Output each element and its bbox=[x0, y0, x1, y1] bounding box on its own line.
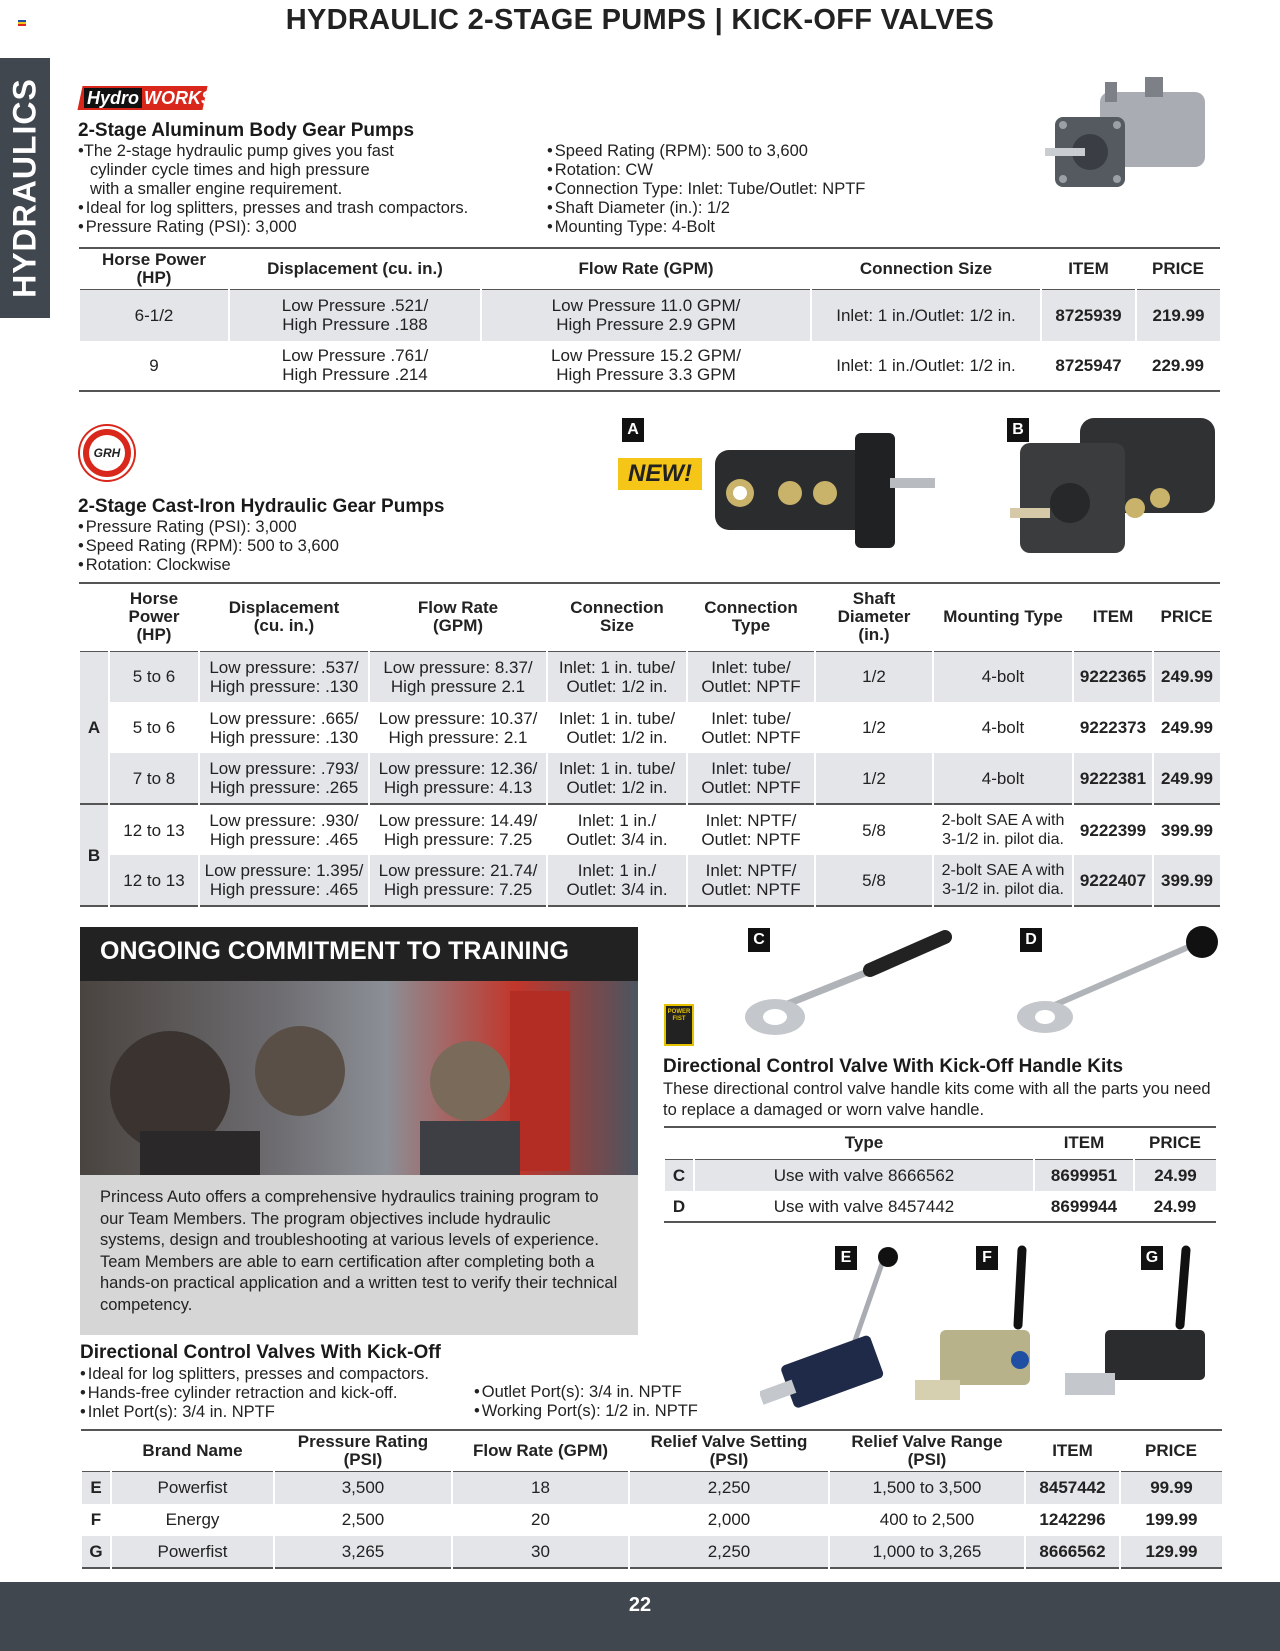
valve-e-image bbox=[760, 1245, 900, 1420]
handle-kit-d-image bbox=[1010, 922, 1225, 1042]
side-tab bbox=[0, 58, 50, 318]
table-row: 9 Low Pressure .761/ High Pressure .214 Low Pressure 15.2 GPM/ High Pressure 3.3 GPM Inlet: 1 in./Outlet: 1/2 in. 8725947 229.99 bbox=[149, 346, 1204, 384]
col-header: Pressure Rating (PSI) bbox=[297, 1432, 429, 1469]
label-e: E bbox=[835, 1246, 857, 1270]
list-item: • Ideal for log splitters, presses and compactors. bbox=[80, 1365, 520, 1384]
col-header: Connection Size bbox=[570, 598, 664, 636]
list-item: • Rotation: Clockwise bbox=[78, 556, 518, 575]
grh-heading: 2-Stage Cast-Iron Hydraulic Gear Pumps bbox=[78, 496, 445, 517]
grh-table bbox=[78, 582, 1220, 907]
table-row: 12 to 13 Low pressure: 1.395/ High pressure: .465 Low pressure: 21.74/ High pressure: 7.25 Inlet: 1 in./ Outlet: 3/4 in. Inlet: NPTF/ Outlet: NPTF 5/8 2-bolt SAE A with 3-1/2 in. pilot dia. 9222407 399.99 bbox=[79, 855, 1220, 906]
cast-iron-pump-b-image bbox=[1010, 408, 1220, 568]
table-row: E Powerfist 3,500 18 2,250 1,500 to 3,500 8457442 99.99 bbox=[81, 1472, 1222, 1504]
valves-table bbox=[80, 1429, 1222, 1569]
col-header: ITEM bbox=[1052, 1441, 1093, 1460]
col-header: ITEM bbox=[1063, 1133, 1105, 1153]
list-item: • Rotation: CW bbox=[547, 161, 947, 180]
hydroworks-heading: 2-Stage Aluminum Body Gear Pumps bbox=[78, 120, 415, 141]
col-header: PRICE bbox=[1149, 1133, 1201, 1153]
col-header: Flow Rate (GPM) bbox=[417, 598, 499, 636]
col-header: Flow Rate (GPM) bbox=[472, 1441, 609, 1460]
list-item: • Outlet Port(s): 3/4 in. NPTF bbox=[474, 1383, 774, 1402]
table-row: C Use with valve 8666562 8699951 24.99 bbox=[664, 1159, 1216, 1191]
col-header: Relief Valve Range (PSI) bbox=[851, 1432, 1003, 1469]
table-row: 6-1/2 Low Pressure .521/ High Pressure .188 Low Pressure 11.0 GPM/ High Pressure 2.9 GPM Inlet: 1 in./Outlet: 1/2 in. 8725939 219.99 bbox=[79, 290, 1220, 341]
col-header: Mounting Type bbox=[943, 607, 1063, 627]
valves-heading: Directional Control Valves With Kick-Off bbox=[80, 1342, 441, 1363]
new-badge: NEW! bbox=[618, 458, 702, 490]
col-header: Horse Power (HP) bbox=[128, 589, 180, 645]
table-row: D Use with valve 8457442 8699944 24.99 bbox=[672, 1196, 1197, 1216]
label-b: B bbox=[1007, 418, 1029, 442]
list-item: • Shaft Diameter (in.): 1/2 bbox=[547, 199, 947, 218]
col-header: Relief Valve Setting (PSI) bbox=[650, 1432, 808, 1469]
col-header: Connection Type bbox=[704, 598, 798, 636]
handle-kits-desc: These directional control valve handle kits come with all the parts you need to replace a damaged or worn valve handle. bbox=[663, 1080, 1211, 1119]
grh-bullets bbox=[78, 518, 518, 575]
grh-logo: GRH bbox=[80, 426, 134, 480]
table-row: B 12 to 13 Low pressure: .930/ High pressure: .465 Low pressure: 14.49/ High pressure: 7.25 Inlet: 1 in./ Outlet: 3/4 in. Inlet: NPTF/ Outlet: NPTF 5/8 2-bolt SAE A with 3-1/2 in. pilot dia. 9222399 399.99 bbox=[79, 804, 1220, 855]
list-item: • Working Port(s): 1/2 in. NPTF bbox=[474, 1402, 774, 1421]
side-tab-label: HYDRAULICS bbox=[6, 78, 43, 298]
col-header: Horse Power (HP) bbox=[102, 250, 206, 287]
col-header: ITEM bbox=[1092, 607, 1134, 627]
handle-kits-heading: Directional Control Valve With Kick-Off Handle Kits bbox=[663, 1056, 1124, 1077]
handle-kits-table bbox=[663, 1126, 1216, 1223]
col-header: PRICE bbox=[1145, 1441, 1197, 1460]
label-g: G bbox=[1141, 1246, 1163, 1270]
label-c: C bbox=[748, 928, 770, 952]
col-header: ITEM bbox=[1068, 259, 1109, 278]
label-f: F bbox=[976, 1246, 998, 1270]
col-header: Shaft Diameter (in.) bbox=[837, 589, 911, 645]
page-footer bbox=[0, 1582, 1280, 1651]
table-row: 5 to 6 Low pressure: .665/ High pressure: .130 Low pressure: 10.37/ High pressure: 2.1 Inlet: 1 in. tube/ Outlet: 1/2 in. Inlet: tube/ Outlet: NPTF 1/2 4-bolt 9222373 249.99 bbox=[79, 702, 1220, 753]
list-item: • Hands-free cylinder retraction and kick-off. bbox=[80, 1384, 520, 1403]
training-heading: ONGOING COMMITMENT TO TRAINING bbox=[80, 927, 638, 981]
training-body: Princess Auto offers a comprehensive hydraulics training program to our Team Members. The program objectives include hydraulic systems, design and troubleshooting at various levels of experience. Team Members are able to earn certification after completing both a hands-on practical application and a written test to verify their technical competency. bbox=[80, 1175, 638, 1335]
list-item: • Ideal for log splitters, presses and trash compactors. bbox=[78, 199, 518, 218]
list-item: • Speed Rating (RPM): 500 to 3,600 bbox=[547, 142, 947, 161]
list-item: • Pressure Rating (PSI): 3,000 bbox=[78, 218, 518, 237]
col-header: Type bbox=[844, 1133, 884, 1153]
col-header: Flow Rate (GPM) bbox=[578, 259, 714, 278]
list-item: • Pressure Rating (PSI): 3,000 bbox=[78, 518, 518, 537]
training-photo bbox=[80, 981, 638, 1175]
table-row: G Powerfist 3,265 30 2,250 1,000 to 3,265 8666562 129.99 bbox=[81, 1536, 1222, 1568]
list-item: • Inlet Port(s): 3/4 in. NPTF bbox=[80, 1403, 520, 1422]
table-row: A 5 to 6 Low pressure: .537/ High pressure: .130 Low pressure: 8.37/ High pressure 2.1 Inlet: 1 in. tube/ Outlet: 1/2 in. Inlet: tube/ Outlet: NPTF 1/2 4-bolt 9222365 249.99 bbox=[79, 651, 1220, 702]
valve-f-image bbox=[910, 1245, 1040, 1420]
col-header: PRICE bbox=[1152, 259, 1204, 278]
valves-bullets-left bbox=[80, 1365, 520, 1422]
handle-kit-c-image bbox=[740, 922, 955, 1042]
col-header: Displacement (cu. in.) bbox=[267, 259, 443, 278]
col-header: Brand Name bbox=[142, 1441, 243, 1460]
aluminum-pump-image bbox=[1045, 72, 1215, 222]
hydroworks-bullets-right bbox=[547, 142, 947, 237]
col-header: PRICE bbox=[1160, 607, 1213, 627]
cast-iron-pump-a-image bbox=[715, 428, 940, 553]
list-item: • Connection Type: Inlet: Tube/Outlet: NPTF bbox=[547, 180, 947, 199]
table-row: F Energy 2,500 20 2,000 400 to 2,500 1242296 199.99 bbox=[81, 1504, 1222, 1536]
label-a: A bbox=[622, 418, 644, 442]
page-number: 22 bbox=[628, 1594, 652, 1616]
col-header: Connection Size bbox=[859, 259, 993, 278]
list-item: • Speed Rating (RPM): 500 to 3,600 bbox=[78, 537, 518, 556]
hydroworks-table bbox=[78, 247, 1220, 392]
col-header: Displacement (cu. in.) bbox=[228, 598, 340, 636]
hydroworks-bullets-left bbox=[78, 199, 518, 237]
list-item: • Mounting Type: 4-Bolt bbox=[547, 218, 947, 237]
page-title: HYDRAULIC 2-STAGE PUMPS | KICK-OFF VALVES bbox=[285, 4, 995, 36]
valve-g-image bbox=[1060, 1245, 1220, 1420]
powerfist-logo: POWER FIST bbox=[664, 1004, 694, 1046]
label-d: D bbox=[1020, 928, 1042, 952]
hydroworks-desc: •The 2-stage hydraulic pump gives you fast cylinder cycle times and high pressure with a smaller engine requirement. bbox=[78, 142, 394, 198]
valves-bullets-right bbox=[474, 1383, 774, 1421]
table-row: 7 to 8 Low pressure: .793/ High pressure: .265 Low pressure: 12.36/ High pressure: 4.13 Inlet: 1 in. tube/ Outlet: 1/2 in. Inlet: tube/ Outlet: NPTF 1/2 4-bolt 9222381 249.99 bbox=[79, 753, 1220, 804]
hydroworks-logo: Hydro WORKS bbox=[77, 86, 207, 110]
